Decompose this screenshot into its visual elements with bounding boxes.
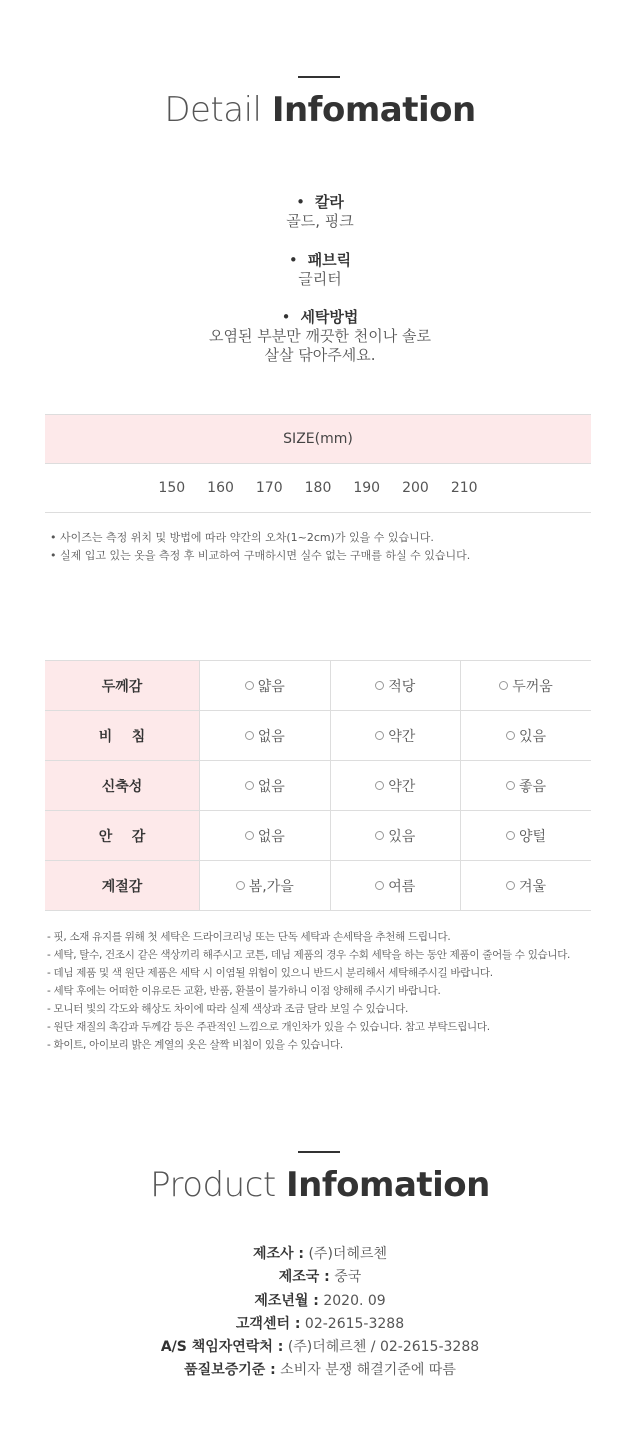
option-label: 없음 bbox=[257, 828, 285, 845]
product-info-value: 중국 bbox=[334, 1269, 362, 1286]
product-info-row bbox=[0, 1313, 640, 1336]
option-label: 있음 bbox=[518, 728, 547, 745]
circle-icon bbox=[375, 731, 384, 740]
option-cell bbox=[461, 761, 592, 811]
option-cell bbox=[461, 661, 592, 711]
product-info-label: 제조년월 : bbox=[254, 1292, 319, 1309]
option-cell bbox=[330, 811, 461, 861]
spec-title: • 패브릭 bbox=[0, 250, 640, 270]
row-label: 비 침 bbox=[45, 711, 200, 761]
circle-icon bbox=[245, 781, 254, 790]
size-note: • 사이즈는 측정 위치 및 방법에 따라 약간의 오차(1~2cm)가 있을 수 있습니다. bbox=[50, 529, 470, 547]
size-value: 190 bbox=[353, 479, 381, 496]
product-info-label: 제조사 : bbox=[252, 1246, 305, 1262]
product-info-value: 소비자 분쟁 해결기준에 따름 bbox=[280, 1362, 456, 1379]
detail-heading-bold: Infomation bbox=[271, 90, 476, 130]
care-note: - 원단 재질의 촉감과 두께감 등은 주관적인 느낌으로 개인차가 있을 수 있습니다. 참고 부탁드립니다. bbox=[47, 1018, 570, 1036]
product-info-label: 품질보증기준 : bbox=[184, 1362, 276, 1379]
spec-fabric bbox=[0, 250, 640, 289]
circle-icon bbox=[506, 731, 515, 740]
table-row bbox=[45, 711, 591, 761]
circle-icon bbox=[499, 681, 508, 690]
size-value: 160 bbox=[207, 479, 234, 496]
option-cell bbox=[200, 861, 331, 911]
spec-value: 골드, 핑크 bbox=[286, 212, 354, 230]
option-label: 있음 bbox=[388, 828, 416, 845]
option-label: 겨울 bbox=[518, 878, 547, 895]
care-note: - 데님 제품 및 색 원단 제품은 세탁 시 이염될 위험이 있으니 반드시 분리해서 세탁해주시길 바랍니다. bbox=[47, 964, 570, 982]
option-cell bbox=[330, 761, 461, 811]
circle-icon bbox=[245, 831, 254, 840]
product-info-value: 2020. 09 bbox=[323, 1292, 386, 1309]
product-info-value: 02-2615-3288 bbox=[304, 1315, 405, 1332]
option-label: 약간 bbox=[388, 778, 416, 795]
table-row bbox=[45, 861, 591, 911]
circle-icon bbox=[506, 781, 515, 790]
circle-icon bbox=[375, 681, 384, 690]
size-value: 170 bbox=[255, 479, 283, 496]
size-value: 180 bbox=[304, 479, 332, 496]
care-note: - 화이트, 아이보리 밝은 계열의 옷은 살짝 비침이 있을 수 있습니다. bbox=[47, 1036, 570, 1054]
circle-icon bbox=[245, 681, 254, 690]
circle-icon bbox=[375, 831, 384, 840]
option-label: 없음 bbox=[257, 778, 285, 795]
spec-value-line: 살살 닦아주세요. bbox=[264, 346, 376, 364]
option-label: 두꺼움 bbox=[512, 678, 553, 695]
circle-icon bbox=[506, 831, 515, 840]
table-row bbox=[45, 661, 591, 711]
option-cell bbox=[461, 711, 592, 761]
option-label: 적당 bbox=[388, 678, 416, 695]
circle-icon bbox=[375, 781, 384, 790]
product-info-label: A/S 책임자연락처 : bbox=[160, 1339, 284, 1356]
product-info-value: (주)더헤르첸 / 02-2615-3288 bbox=[287, 1339, 480, 1356]
product-info-row bbox=[0, 1336, 640, 1359]
option-cell bbox=[200, 761, 331, 811]
product-info-row bbox=[0, 1359, 640, 1382]
option-cell bbox=[330, 711, 461, 761]
option-label: 얇음 bbox=[257, 678, 285, 695]
option-cell bbox=[200, 711, 331, 761]
table-row bbox=[45, 761, 591, 811]
option-cell bbox=[330, 861, 461, 911]
spec-value-line: 오염된 부분만 깨끗한 천이나 솔로 bbox=[209, 327, 431, 345]
circle-icon bbox=[375, 881, 384, 890]
row-label: 신축성 bbox=[45, 761, 200, 811]
spec-value: 글리터 bbox=[298, 270, 342, 288]
option-label: 없음 bbox=[257, 728, 285, 745]
care-note: - 핏, 소재 유지를 위해 첫 세탁은 드라이크리닝 또는 단독 세탁과 손세탁을 추천해 드립니다. bbox=[47, 928, 570, 946]
product-info bbox=[0, 1243, 640, 1383]
product-info-row bbox=[0, 1266, 640, 1289]
option-cell bbox=[461, 811, 592, 861]
size-value: 150 bbox=[158, 479, 186, 496]
product-info-value: (주)더헤르첸 bbox=[308, 1246, 388, 1262]
option-label: 여름 bbox=[388, 878, 416, 895]
option-label: 좋음 bbox=[518, 778, 547, 795]
product-info-row bbox=[0, 1290, 640, 1313]
spec-title: • 세탁방법 bbox=[0, 307, 640, 327]
option-cell bbox=[330, 661, 461, 711]
size-value: 210 bbox=[450, 479, 478, 496]
care-note: - 세탁, 탈수, 건조시 같은 색상끼리 해주시고 코튼, 데님 제품의 경우 수회 세탁을 하는 동안 제품이 줄어들 수 있습니다. bbox=[47, 946, 570, 964]
detail-heading-rule bbox=[298, 76, 340, 78]
option-cell bbox=[200, 811, 331, 861]
table-row bbox=[45, 811, 591, 861]
circle-icon bbox=[506, 881, 515, 890]
detail-heading-light: Detail bbox=[164, 90, 262, 130]
option-label: 봄,가을 bbox=[248, 878, 294, 895]
product-info-label: 고객센터 : bbox=[235, 1315, 301, 1332]
option-label: 약간 bbox=[388, 728, 416, 745]
size-value: 200 bbox=[402, 479, 429, 496]
option-cell bbox=[461, 861, 592, 911]
product-info-label: 제조국 : bbox=[278, 1269, 330, 1286]
size-values bbox=[45, 463, 591, 513]
size-header: SIZE(mm) bbox=[45, 414, 591, 464]
product-heading-light: Product bbox=[150, 1165, 276, 1205]
option-cell bbox=[200, 661, 331, 711]
care-note: - 세탁 후에는 어떠한 이유로든 교환, 반품, 환불이 불가하니 이점 양해해 주시기 바랍니다. bbox=[47, 982, 570, 1000]
product-info-row bbox=[0, 1243, 640, 1266]
spec-washing bbox=[0, 307, 640, 365]
row-label: 두께감 bbox=[45, 661, 200, 711]
product-heading-rule bbox=[298, 1151, 340, 1153]
size-note: • 실제 입고 있는 옷을 측정 후 비교하여 구매하시면 실수 없는 구매를 하실 수 있습니다. bbox=[50, 547, 470, 565]
care-note: - 모니터 빛의 각도와 해상도 차이에 따라 실제 색상과 조금 달라 보일 수 있습니다. bbox=[47, 1000, 570, 1018]
size-notes bbox=[50, 529, 470, 565]
option-label: 양털 bbox=[518, 828, 547, 845]
row-label: 계절감 bbox=[45, 861, 200, 911]
spec-title: • 칼라 bbox=[0, 192, 640, 212]
product-heading bbox=[0, 1165, 640, 1205]
circle-icon bbox=[245, 731, 254, 740]
feel-table bbox=[45, 660, 591, 911]
spec-color bbox=[0, 192, 640, 231]
product-heading-bold: Infomation bbox=[286, 1165, 490, 1205]
care-notes bbox=[47, 928, 570, 1054]
row-label: 안 감 bbox=[45, 811, 200, 861]
circle-icon bbox=[236, 881, 245, 890]
detail-heading bbox=[0, 90, 640, 130]
